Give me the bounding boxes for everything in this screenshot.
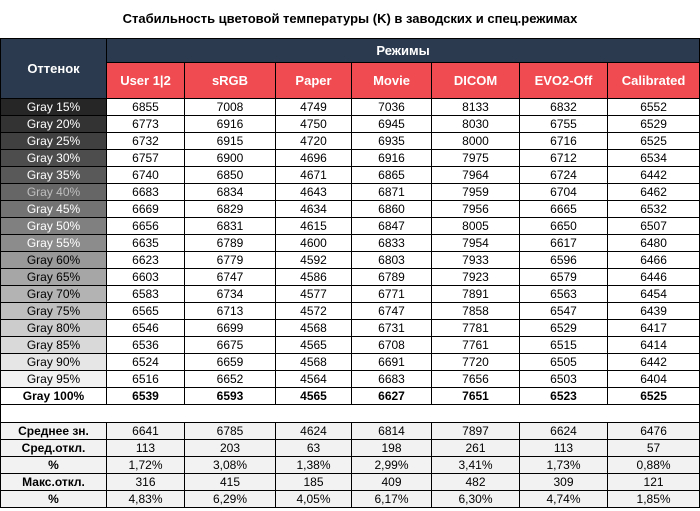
table-cell: 6716 [520,133,608,150]
table-row [1,184,700,201]
gray-level-label: Gray 95% [1,371,107,388]
table-cell: 6900 [185,150,276,167]
table-cell: 7975 [432,150,520,167]
table-cell: 4720 [276,133,352,150]
stats-cell: 0,88% [608,457,700,474]
color-temperature-table [0,38,700,508]
table-cell: 6583 [107,286,185,303]
table-cell: 6916 [185,116,276,133]
table-cell: 6708 [352,337,432,354]
stats-cell: 6,30% [432,491,520,508]
table-cell: 6650 [520,218,608,235]
table-cell: 4565 [276,388,352,405]
table-cell: 6515 [520,337,608,354]
table-cell: 8000 [432,133,520,150]
gray-level-label: Gray 50% [1,218,107,235]
table-cell: 6656 [107,218,185,235]
table-cell: 6525 [608,388,700,405]
table-row [1,337,700,354]
mode-column-header: EVO2-Off [520,63,608,99]
table-cell: 4750 [276,116,352,133]
table-cell: 6832 [520,99,608,116]
table-cell: 4565 [276,337,352,354]
table-cell: 6669 [107,201,185,218]
stats-cell: 198 [352,440,432,457]
table-cell: 6505 [520,354,608,371]
table-cell: 4564 [276,371,352,388]
table-cell: 6803 [352,252,432,269]
table-cell: 6534 [608,150,700,167]
table-row [1,388,700,405]
table-cell: 4568 [276,354,352,371]
stats-row [1,457,700,474]
stats-cell: 4,05% [276,491,352,508]
gray-level-label: Gray 15% [1,99,107,116]
stats-cell: 316 [107,474,185,491]
table-cell: 6683 [352,371,432,388]
stats-cell: 3,08% [185,457,276,474]
stats-cell: 3,41% [432,457,520,474]
table-cell: 6563 [520,286,608,303]
table-cell: 6565 [107,303,185,320]
gray-level-label: Gray 90% [1,354,107,371]
stats-row [1,423,700,440]
table-cell: 8030 [432,116,520,133]
table-cell: 6755 [520,116,608,133]
table-cell: 4634 [276,201,352,218]
mode-column-header: DICOM [432,63,520,99]
stats-label: % [1,457,107,474]
table-cell: 4586 [276,269,352,286]
table-cell: 7781 [432,320,520,337]
table-cell: 6417 [608,320,700,337]
table-cell: 6724 [520,167,608,184]
stats-cell: 113 [520,440,608,457]
table-cell: 7656 [432,371,520,388]
table-cell: 8133 [432,99,520,116]
table-cell: 6831 [185,218,276,235]
table-row [1,201,700,218]
gray-level-label: Gray 60% [1,252,107,269]
table-cell: 6524 [107,354,185,371]
table-row [1,320,700,337]
table-cell: 6833 [352,235,432,252]
table-cell: 6652 [185,371,276,388]
table-cell: 8005 [432,218,520,235]
stats-row [1,440,700,457]
table-cell: 4671 [276,167,352,184]
table-row [1,354,700,371]
stats-row [1,491,700,508]
stats-cell: 1,73% [520,457,608,474]
stats-cell: 1,85% [608,491,700,508]
table-cell: 6945 [352,116,432,133]
table-cell: 6439 [608,303,700,320]
stats-cell: 6624 [520,423,608,440]
stats-cell: 121 [608,474,700,491]
table-cell: 6659 [185,354,276,371]
table-cell: 6713 [185,303,276,320]
table-cell: 6446 [608,269,700,286]
table-cell: 4600 [276,235,352,252]
stats-cell: 6476 [608,423,700,440]
table-cell: 4696 [276,150,352,167]
stats-cell: 6,29% [185,491,276,508]
table-cell: 7008 [185,99,276,116]
table-row [1,116,700,133]
table-cell: 6593 [185,388,276,405]
table-cell: 6850 [185,167,276,184]
stats-cell: 185 [276,474,352,491]
shade-column-header: Оттенок [1,39,107,99]
table-cell: 6414 [608,337,700,354]
table-cell: 4572 [276,303,352,320]
gray-level-label: Gray 40% [1,184,107,201]
gray-level-label: Gray 80% [1,320,107,337]
stats-cell: 203 [185,440,276,457]
table-cell: 6860 [352,201,432,218]
gray-level-label: Gray 20% [1,116,107,133]
table-cell: 6847 [352,218,432,235]
mode-column-header: Movie [352,63,432,99]
table-cell: 7954 [432,235,520,252]
table-cell: 6771 [352,286,432,303]
table-cell: 6627 [352,388,432,405]
stats-cell: 7897 [432,423,520,440]
table-cell: 6731 [352,320,432,337]
table-cell: 4749 [276,99,352,116]
table-cell: 6466 [608,252,700,269]
stats-cell: 1,38% [276,457,352,474]
table-cell: 7891 [432,286,520,303]
stats-cell: 261 [432,440,520,457]
stats-label: Сред.откл. [1,440,107,457]
stats-cell: 1,72% [107,457,185,474]
spacer-row [1,405,700,423]
table-cell: 7761 [432,337,520,354]
table-cell: 4615 [276,218,352,235]
table-cell: 6635 [107,235,185,252]
table-cell: 6757 [107,150,185,167]
table-cell: 6507 [608,218,700,235]
table-row [1,371,700,388]
stats-cell: 57 [608,440,700,457]
table-row [1,133,700,150]
mode-column-header: Paper [276,63,352,99]
gray-level-label: Gray 25% [1,133,107,150]
gray-level-label: Gray 45% [1,201,107,218]
table-cell: 6525 [608,133,700,150]
table-cell: 7651 [432,388,520,405]
table-cell: 6834 [185,184,276,201]
table-cell: 4577 [276,286,352,303]
table-cell: 6546 [107,320,185,337]
table-cell: 6552 [608,99,700,116]
stats-cell: 6,17% [352,491,432,508]
stats-label: % [1,491,107,508]
spacer-cell [1,405,700,423]
stats-cell: 2,99% [352,457,432,474]
table-row [1,303,700,320]
table-cell: 6747 [185,269,276,286]
table-cell: 6773 [107,116,185,133]
table-cell: 6596 [520,252,608,269]
table-row [1,269,700,286]
table-cell: 6789 [352,269,432,286]
table-cell: 7720 [432,354,520,371]
table-cell: 6529 [608,116,700,133]
table-cell: 6871 [352,184,432,201]
table-cell: 7036 [352,99,432,116]
gray-level-label: Gray 55% [1,235,107,252]
stats-row [1,474,700,491]
table-cell: 6623 [107,252,185,269]
table-row [1,99,700,116]
stats-cell: 6785 [185,423,276,440]
stats-label: Среднее зн. [1,423,107,440]
table-cell: 6617 [520,235,608,252]
table-cell: 6536 [107,337,185,354]
table-cell: 6523 [520,388,608,405]
table-cell: 6855 [107,99,185,116]
table-cell: 6732 [107,133,185,150]
table-cell: 6516 [107,371,185,388]
table-cell: 6699 [185,320,276,337]
gray-level-label: Gray 100% [1,388,107,405]
stats-cell: 6814 [352,423,432,440]
table-cell: 7923 [432,269,520,286]
stats-cell: 6641 [107,423,185,440]
gray-level-label: Gray 70% [1,286,107,303]
stats-cell: 63 [276,440,352,457]
table-cell: 6865 [352,167,432,184]
table-row [1,167,700,184]
mode-column-header: sRGB [185,63,276,99]
table-cell: 6734 [185,286,276,303]
stats-cell: 4,83% [107,491,185,508]
table-cell: 6454 [608,286,700,303]
table-row [1,286,700,303]
table-cell: 6665 [520,201,608,218]
table-cell: 6462 [608,184,700,201]
table-cell: 4643 [276,184,352,201]
table-cell: 6683 [107,184,185,201]
mode-column-header: Calibrated [608,63,700,99]
table-cell: 6480 [608,235,700,252]
table-cell: 6747 [352,303,432,320]
table-cell: 6915 [185,133,276,150]
table-cell: 6603 [107,269,185,286]
table-cell: 6691 [352,354,432,371]
table-row [1,150,700,167]
table-row [1,252,700,269]
table-cell: 7964 [432,167,520,184]
table-cell: 6740 [107,167,185,184]
table-cell: 7858 [432,303,520,320]
stats-cell: 415 [185,474,276,491]
table-cell: 6916 [352,150,432,167]
gray-level-label: Gray 35% [1,167,107,184]
table-cell: 6442 [608,354,700,371]
stats-cell: 4624 [276,423,352,440]
stats-label: Макс.откл. [1,474,107,491]
table-title: Стабильность цветовой температуры (K) в заводских и спец.режимах [122,11,578,26]
stats-cell: 482 [432,474,520,491]
table-row [1,235,700,252]
table-cell: 6789 [185,235,276,252]
stats-cell: 409 [352,474,432,491]
table-row [1,218,700,235]
stats-cell: 309 [520,474,608,491]
table-cell: 7959 [432,184,520,201]
stats-cell: 113 [107,440,185,457]
mode-column-header: User 1|2 [107,63,185,99]
table-cell: 6539 [107,388,185,405]
table-cell: 6579 [520,269,608,286]
gray-level-label: Gray 30% [1,150,107,167]
stats-cell: 4,74% [520,491,608,508]
gray-level-label: Gray 65% [1,269,107,286]
table-cell: 4592 [276,252,352,269]
table-cell: 6442 [608,167,700,184]
table-cell: 6503 [520,371,608,388]
table-cell: 6529 [520,320,608,337]
modes-group-header: Режимы [107,39,700,63]
table-cell: 4568 [276,320,352,337]
table-cell: 6404 [608,371,700,388]
table-cell: 6675 [185,337,276,354]
table-cell: 6935 [352,133,432,150]
table-cell: 7933 [432,252,520,269]
table-cell: 6829 [185,201,276,218]
table-cell: 6779 [185,252,276,269]
gray-level-label: Gray 75% [1,303,107,320]
gray-level-label: Gray 85% [1,337,107,354]
table-cell: 6704 [520,184,608,201]
table-cell: 6547 [520,303,608,320]
table-cell: 6712 [520,150,608,167]
table-cell: 6532 [608,201,700,218]
table-cell: 7956 [432,201,520,218]
